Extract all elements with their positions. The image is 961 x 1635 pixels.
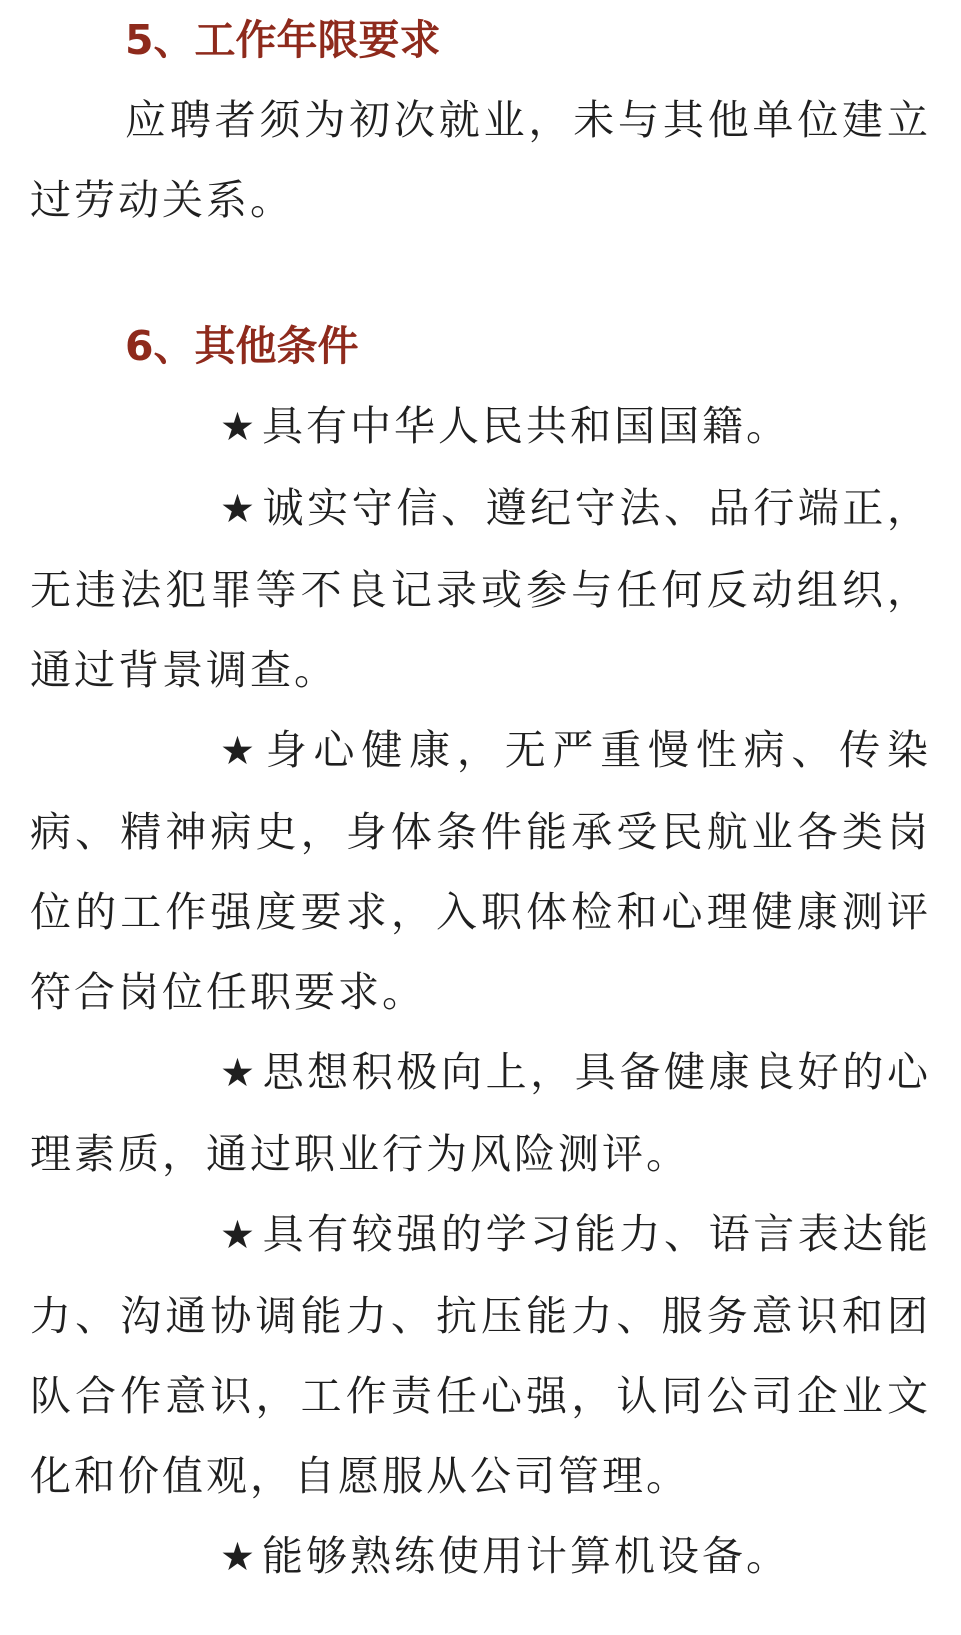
star-icon: ★ — [220, 487, 258, 532]
star-icon: ★ — [220, 1213, 258, 1258]
condition-text: 具有较强的学习能力、语言表达能力、沟通协调能力、抗压能力、服务意识和团队合作意识，工作责任心强，认同公司企业文化和价值观，自愿服从公司管理。 — [30, 1210, 931, 1500]
section-spacer — [30, 240, 931, 306]
star-icon: ★ — [220, 1051, 258, 1096]
condition-text: 能够熟练使用计算机设备。 — [261, 1532, 790, 1580]
section-heading-work-years: 5、工作年限要求 — [125, 16, 441, 64]
condition-item — [30, 1516, 931, 1598]
section-heading-other-conditions: 6、其他条件 — [125, 322, 359, 370]
condition-item — [30, 468, 931, 710]
star-icon: ★ — [220, 405, 258, 450]
condition-item — [30, 1194, 931, 1516]
condition-text: 诚实守信、遵纪守法、品行端正，无违法犯罪等不良记录或参与任何反动组织，通过背景调查。 — [30, 484, 931, 694]
condition-item — [30, 1032, 931, 1194]
condition-text: 身心健康，无严重慢性病、传染病、精神病史，身体条件能承受民航业各类岗位的工作强度要求，入职体检和心理健康测评符合岗位任职要求。 — [30, 726, 931, 1016]
condition-text: 思想积极向上，具备健康良好的心理素质，通过职业行为风险测评。 — [30, 1048, 931, 1178]
work-years-paragraph: 应聘者须为初次就业，未与其他单位建立过劳动关系。 — [30, 96, 931, 224]
condition-item — [30, 710, 931, 1032]
star-icon: ★ — [220, 729, 258, 774]
condition-text: 具有中华人民共和国国籍。 — [261, 402, 790, 450]
condition-item — [30, 386, 931, 468]
star-icon: ★ — [220, 1535, 258, 1580]
